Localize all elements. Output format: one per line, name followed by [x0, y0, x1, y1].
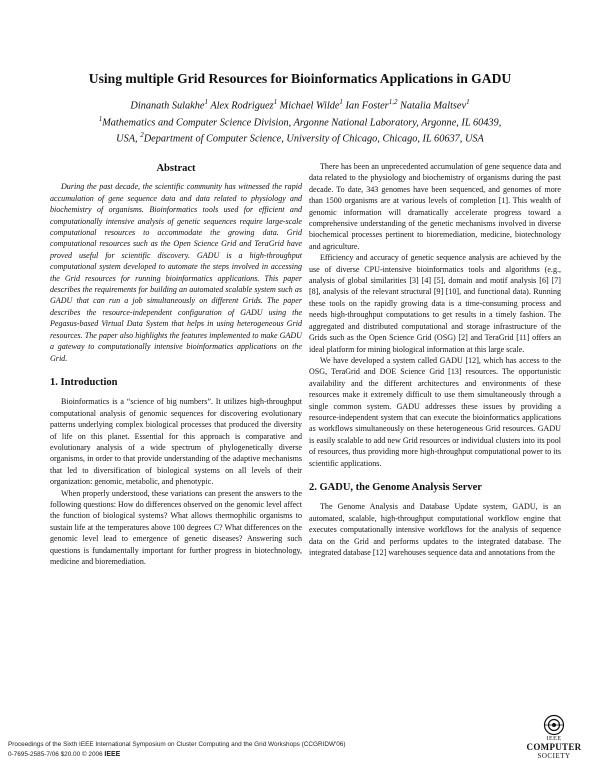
logo-society-text: SOCIETY — [537, 752, 571, 760]
paper-title: Using multiple Grid Resources for Bioinformatics Applications in GADU — [88, 71, 512, 86]
footer-copyright — [8, 750, 345, 760]
author-block — [40, 96, 560, 146]
section-2-heading: 2. GADU, the Genome Analysis Server — [309, 481, 482, 493]
footer-proceedings: Proceedings of the Sixth IEEE International Symposium on Cluster Computing and the Grid Workshops (CCGRIDW'06) — [8, 741, 346, 748]
computer-society-logo — [519, 714, 589, 760]
intro-paragraph-2: When properly understood, these variations can present the answers to the following questions: How do differences observed on the genomic level affect the function of biological systems? What allows thermophilic organisms to sustain life at the temperatures above 100 degrees C? What differences on the genomic level lead to emergence of genetic diseases? Answering such questions is fundamentally important for further progress in biotechnology, medicine and bioremediation. — [50, 488, 302, 566]
affiliation-1: $^1$Mathematics and Computer Science Division, Argonne National Laboratory, Argonne, IL 60439, — [98, 114, 502, 129]
affiliation-2: USA, $^2$Department of Computer Science, University of Chicago, Chicago, IL 60637, USA — [116, 131, 484, 145]
logo-ieee-text: IEEE — [546, 736, 562, 742]
section-1-heading: 1. Introduction — [50, 376, 118, 388]
intro-paragraph-1: Bioinformatics is a “science of big numbers”. It utilizes high-throughput computational analysis of genomic sequences for discovering evolutionary patterns underlying complex biological processes that produced the diversity of life on this planet. Essential for this approach is comparative and evolutionary analysis of a wide spectrum of phylogenetically diverse organisms, in order to that provide understanding of the adaptive mechanisms that led to diversification of biological systems on all levels of their organization: genomic, metabolic, and phenotypic. — [50, 397, 302, 487]
abstract-heading: Abstract — [156, 163, 196, 174]
author-names: Dinanath Sulakhe$^1$ Alex Rodriguez$^1$ Michael Wilde$^1$ Ian Foster$^{1,2}$ Natalia Maltsev$^1$ — [130, 98, 470, 112]
left-column — [50, 163, 302, 567]
right-paragraph-2: Efficiency and accuracy of genetic sequence analysis are achieved by the use of diverse CPU-intensive bioinformatics tools and algorithms (e.g., analysis of global similarities [3] [4] [5], domain and motif analysis [6] [7] [8], analysis of the relevant structural [9] [10], and functional data). Running these tools on the rapidly growing data is a time-consuming process and needs high-throughput computations to get results in a timely fashion. The aggregated and distributed computational and storage infrastructure of the Grids such as the Open Science Grid (OSG) [2] and TeraGrid [11] offers an ideal platform for mining biological information at this large scale. — [309, 253, 561, 354]
footer-isbn: 0-7695-2585-7/06 $20.00 © 2006 — [8, 750, 103, 758]
right-column — [309, 161, 561, 558]
right-paragraph-1: There has been an unprecedented accumulation of gene sequence data and data related to the physiology and biochemistry of organisms during the past decade. To date, 343 genomes have been sequenced, and genomes of more than 1500 organisms are at various levels of completion [1]. This wealth of genomic information will dramatically accelerate progress toward a comprehensive understanding of the genetic mechanisms involved in diverse biochemical processes pertinent to bioremediation, medicine, biotechnology and agriculture. — [309, 162, 561, 251]
footer-ieee: IEEE — [104, 750, 121, 758]
computer-society-emblem-icon — [543, 714, 565, 736]
page-footer — [8, 740, 345, 759]
logo-computer-text: COMPUTER — [526, 742, 582, 752]
right-paragraph-3: We have developed a system called GADU [12], which has access to the OSG, TeraGrid and DOE Science Grid [13] resources. The opportunistic availability and the different architectures and environments of these resources make it extremely difficult to use them simultaneously through a single common system. GADU addresses these issues by providing a resource-independent system that can execute the bioinformatics applications as workflows simultaneously on these heterogeneous Grid resources. GADU is easily scalable to add new Grid resources or individual clusters into its pool of resources, thus providing more high-throughput computational power to its scientific applications. — [309, 355, 561, 468]
abstract-text: During the past decade, the scientific community has witnessed the rapid accumulation of gene sequence data and data related to physiology and biochemistry of organisms. Bioinformatics tools used for efficient and computationally intensive analysis of genetic sequences require large-scale computational resources to accommodate the growing data. Grid computational resources such as the Open Science Grid and TeraGrid have proved useful for scientific discovery. GADU is a high-throughput computational system developed to automate the steps involved in accessing the Grid resources for running bioinformatics applications. This paper describes the requirements for building an automated scalable system such as GADU that can run a job simultaneously on different Grids. The paper describes the resource-independent configuration of GADU using the Pegasus-based Virtual Data System that helps in using heterogeneous Grid resources. The paper also highlights the features implemented to make GADU a gateway to computationally intensive bioinformatics applications on the Grid. — [50, 182, 302, 363]
section-2-paragraph-1: The Genome Analysis and Database Update system, GADU, is an automated, scalable, high-throughput computational workflow engine that executes computationally intensive workflows for the analysis of sequence data on the Grid and performs updates to the integrated database. The integrated database [12] warehouses sequence data and annotations from the — [309, 502, 561, 557]
